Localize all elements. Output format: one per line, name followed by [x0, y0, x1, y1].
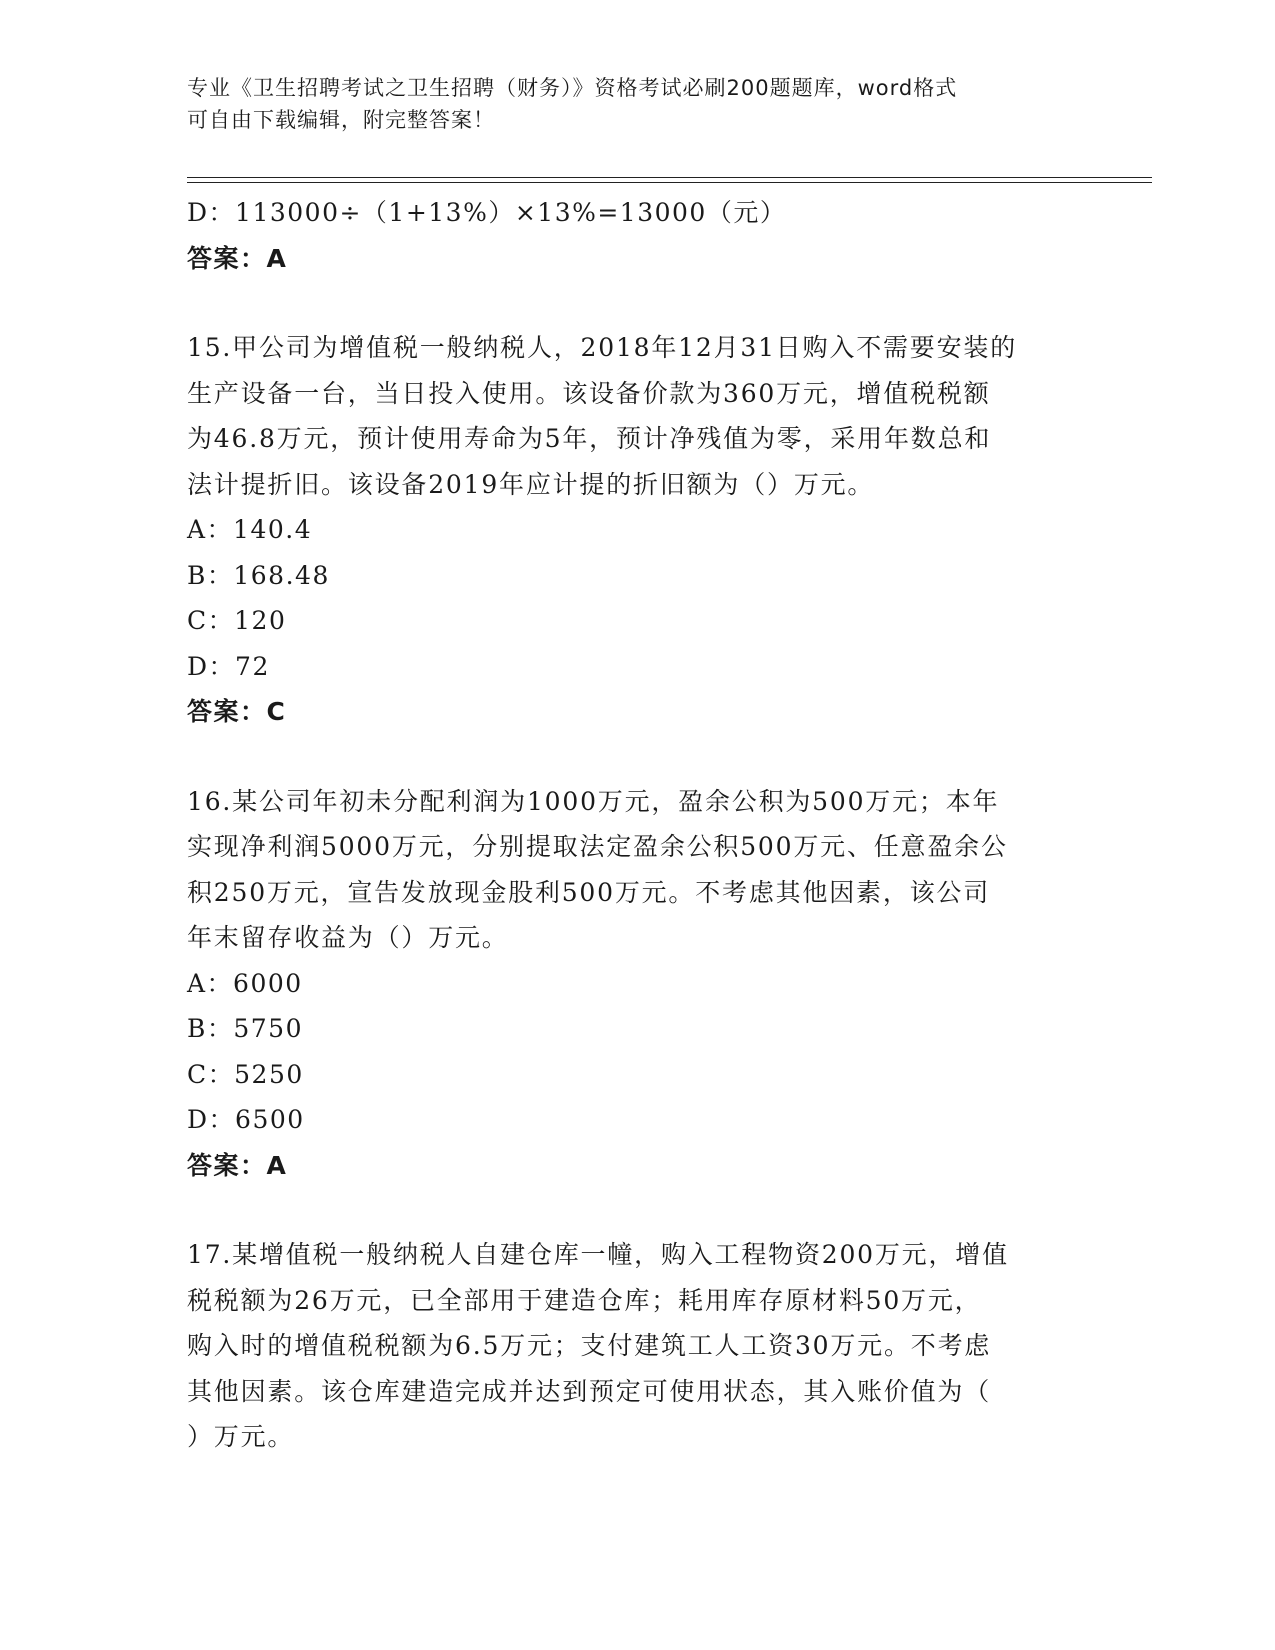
question-15 — [187, 325, 1077, 735]
question-text — [187, 779, 1077, 961]
option-b: B：5750 — [187, 1014, 303, 1043]
spacer — [187, 735, 1077, 779]
document-header — [187, 72, 1067, 136]
question-line: 积250万元，宣告发放现金股利500万元。不考虑其他因素，该公司 — [187, 877, 991, 907]
question-text — [187, 325, 1077, 507]
question-text — [187, 1232, 1077, 1460]
header-divider-bottom — [187, 182, 1152, 183]
question-line: 税税额为26万元，已全部用于建造仓库；耗用库存原材料50万元， — [187, 1285, 982, 1315]
question-line: 法计提折旧。该设备2019年应计提的折旧额为（）万元。 — [187, 469, 875, 499]
question-line: 生产设备一台，当日投入使用。该设备价款为360万元，增值税税额 — [187, 378, 991, 408]
question-16 — [187, 779, 1077, 1189]
option-d: D：6500 — [187, 1105, 305, 1134]
option-d: D：72 — [187, 651, 270, 681]
question-line: 实现净利润5000万元，分别提取法定盈余公积500万元、任意盈余公 — [187, 832, 1008, 861]
option-c: C：5250 — [187, 1059, 304, 1089]
option-d: D：113000÷（1+13%）×13%=13000（元） — [187, 198, 787, 227]
spacer — [187, 281, 1077, 325]
question-17 — [187, 1232, 1077, 1460]
answer: 答案：A — [187, 1150, 288, 1180]
answer: 答案：A — [187, 243, 288, 273]
question-line: 为46.8万元，预计使用寿命为5年，预计净残值为零，采用年数总和 — [187, 424, 992, 453]
header-title-line-2: 可自由下载编辑，附完整答案！ — [187, 108, 495, 132]
document-body — [187, 190, 1077, 1460]
option-b: B：168.48 — [187, 560, 330, 590]
question-line: 17.某增值税一般纳税人自建仓库一幢，购入工程物资200万元，增值 — [187, 1240, 1009, 1269]
answer: 答案：C — [187, 697, 287, 726]
header-divider-top — [187, 177, 1152, 178]
spacer — [187, 1188, 1077, 1232]
previous-question-tail — [187, 190, 1077, 281]
question-line: 其他因素。该仓库建造完成并达到预定可使用状态，其入账价值为（ — [187, 1376, 992, 1406]
question-line: ）万元。 — [187, 1422, 295, 1451]
option-a: A：140.4 — [187, 515, 313, 544]
header-title-line-1: 专业《卫生招聘考试之卫生招聘（财务）》资格考试必刷200题题库，word格式 — [187, 76, 958, 100]
question-line: 15.甲公司为增值税一般纳税人，2018年12月31日购入不需要安装的 — [187, 333, 1018, 362]
option-a: A：6000 — [187, 968, 303, 998]
question-line: 购入时的增值税税额为6.5万元；支付建筑工人工资30万元。不考虑 — [187, 1331, 992, 1360]
question-line: 年末留存收益为（）万元。 — [187, 923, 509, 952]
question-line: 16.某公司年初未分配利润为1000万元，盈余公积为500万元；本年 — [187, 786, 1000, 816]
option-c: C：120 — [187, 606, 287, 635]
